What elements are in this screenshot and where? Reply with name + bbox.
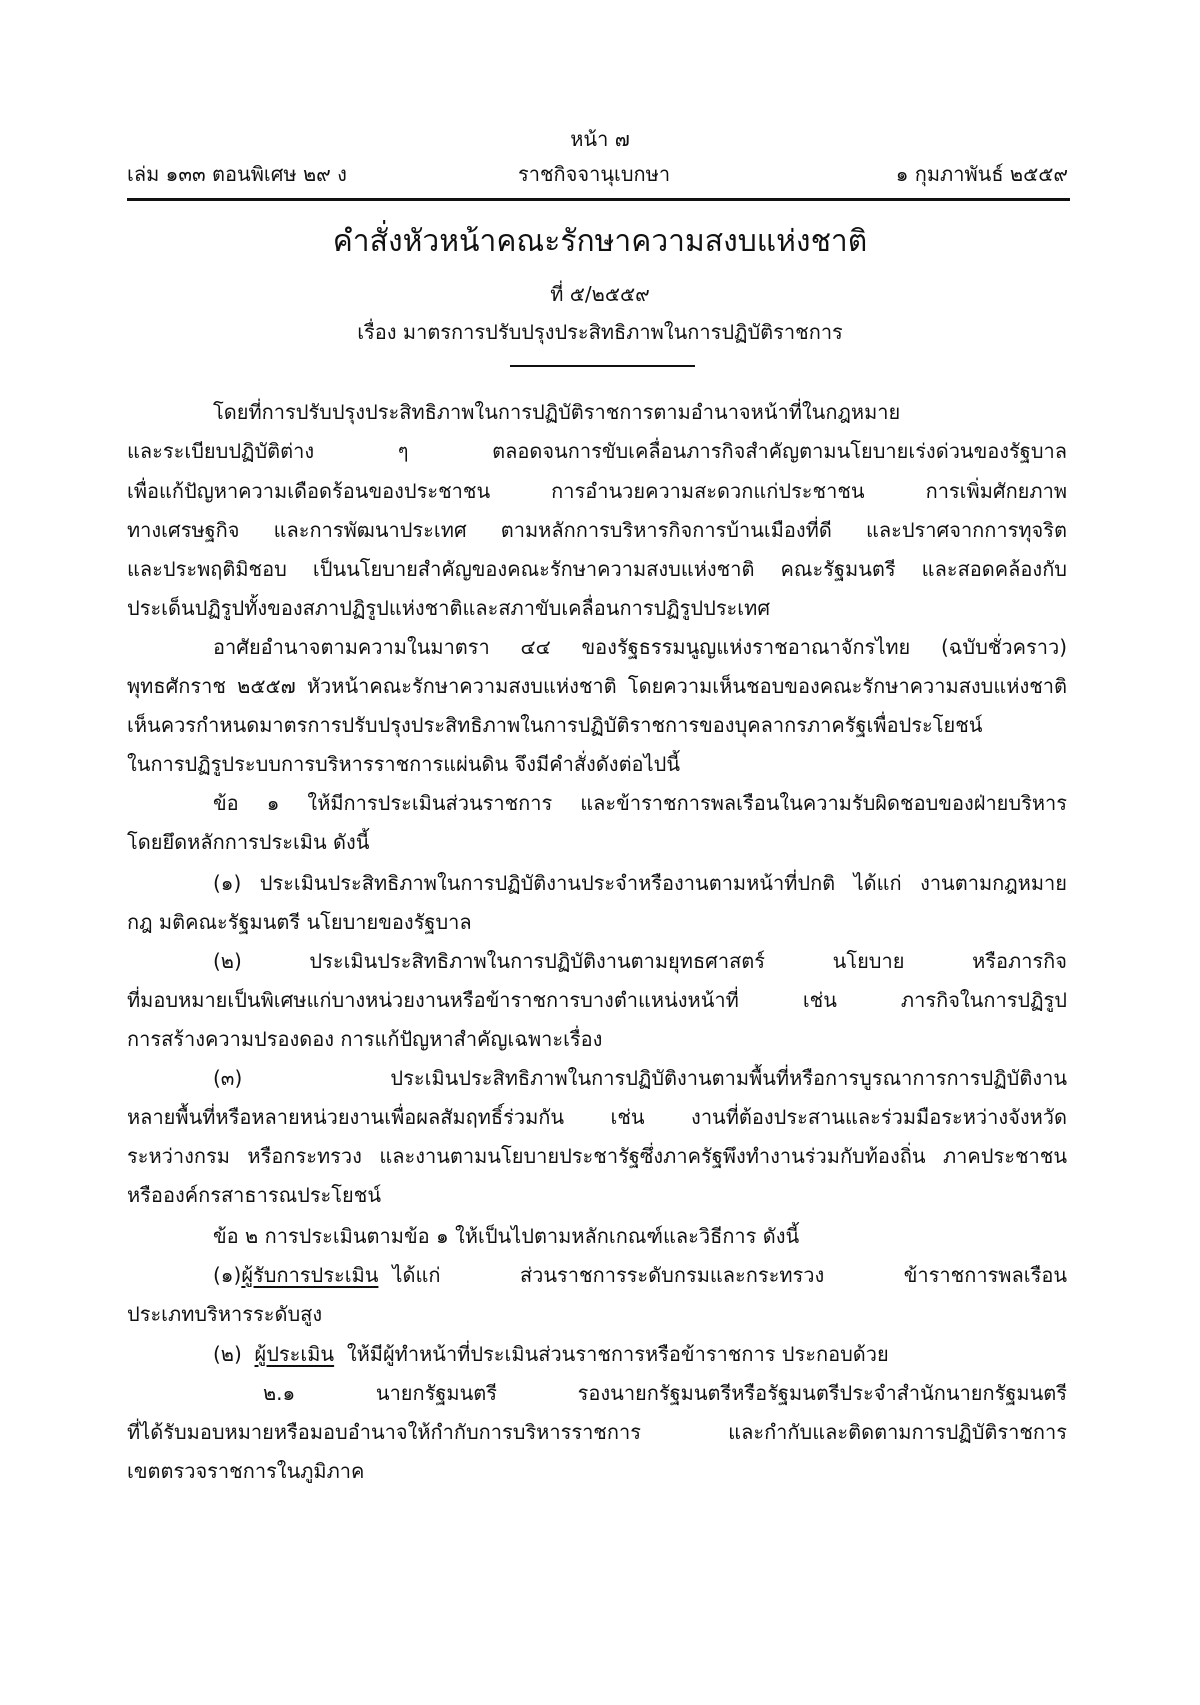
order-number: ที่ ๕/๒๕๕๙ bbox=[550, 282, 650, 306]
order-subject: เรื่อง มาตรการปรับปรุงประสิทธิภาพในการปฏิบัติราชการ bbox=[357, 320, 843, 344]
clause-1: ข้อ ๑ ให้มีการประเมินส่วนราชการ และข้าราชการพลเรือนในความรับผิดชอบของฝ่ายบริหาร bbox=[213, 791, 1067, 815]
body-line: ในการปฏิรูประบบการบริหารราชการแผ่นดิน จึงมีคำสั่งดังต่อไปนี้ bbox=[127, 752, 680, 776]
body-line: และประพฤติมิชอบ เป็นนโยบายสำคัญของคณะรักษาความสงบแห่งชาติ คณะรัฐมนตรี และสอดคล้องกับ bbox=[127, 557, 1067, 581]
document-title: คำสั่งหัวหน้าคณะรักษาความสงบแห่งชาติ bbox=[332, 224, 868, 259]
clause-1-item-3: (๓) ประเมินประสิทธิภาพในการปฏิบัติงานตามพื้นที่หรือการบูรณาการการปฏิบัติงาน bbox=[213, 1066, 1067, 1090]
title-divider bbox=[510, 365, 695, 367]
body-line: การสร้างความปรองดอง การแก้ปัญหาสำคัญเฉพาะเรื่อง bbox=[127, 1027, 603, 1051]
body-line: ให้มีผู้ทำหน้าที่ประเมินส่วนราชการหรือข้าราชการ ประกอบด้วย bbox=[346, 1342, 889, 1366]
body-line: เขตตรวจราชการในภูมิภาค bbox=[127, 1459, 365, 1483]
publication-date: ๑ กุมภาพันธ์ ๒๕๕๙ bbox=[895, 162, 1068, 186]
body-line: ทางเศรษฐกิจ และการพัฒนาประเทศ ตามหลักการบริหารกิจการบ้านเมืองที่ดี และปราศจากการทุจริต bbox=[127, 518, 1067, 542]
clause-2-item-1 bbox=[213, 1261, 1067, 1289]
body-line: ที่ได้รับมอบหมายหรือมอบอำนาจให้กำกับการบริหารราชการ และกำกับและติดตามการปฏิบัติราชการ bbox=[127, 1420, 1067, 1444]
body-line: ประเภทบริหารระดับสูง bbox=[127, 1302, 323, 1326]
evaluator-term: ผู้ประเมิน bbox=[254, 1342, 335, 1366]
page-number: หน้า ๗ bbox=[570, 127, 630, 151]
item-prefix: (๒) bbox=[213, 1342, 242, 1366]
body-line: โดยยึดหลักการประเมิน ดังนี้ bbox=[127, 830, 370, 854]
body-line: ระหว่างกรม หรือกระทรวง และงานตามนโยบายประชารัฐซึ่งภาครัฐพึงทำงานร่วมกับท้องถิ่น ภาคประชาชน bbox=[127, 1144, 1067, 1168]
body-line: พุทธศักราช ๒๕๕๗ หัวหน้าคณะรักษาความสงบแห่งชาติ โดยความเห็นชอบของคณะรักษาความสงบแห่งชาติ bbox=[127, 674, 1067, 698]
body-line: โดยที่การปรับปรุงประสิทธิภาพในการปฏิบัติราชการตามอำนาจหน้าที่ในกฎหมาย bbox=[213, 400, 901, 424]
clause-1-item-2: (๒) ประเมินประสิทธิภาพในการปฏิบัติงานตามยุทธศาสตร์ นโยบาย หรือภารกิจ bbox=[213, 949, 1067, 973]
publication-name: ราชกิจจานุเบกษา bbox=[518, 162, 671, 186]
clause-2: ข้อ ๒ การประเมินตามข้อ ๑ ให้เป็นไปตามหลักเกณฑ์และวิธีการ ดังนี้ bbox=[213, 1224, 800, 1248]
body-line: หรือองค์กรสาธารณประโยชน์ bbox=[127, 1183, 382, 1207]
clause-2-item-2 bbox=[213, 1340, 889, 1368]
volume-issue: เล่ม ๑๓๓ ตอนพิเศษ ๒๙ ง bbox=[127, 162, 347, 186]
body-line: ได้แก่ ส่วนราชการระดับกรมและกระทรวง ข้าราชการพลเรือน bbox=[392, 1263, 1067, 1287]
body-line: ประเด็นปฏิรูปทั้งของสภาปฏิรูปแห่งชาติและสภาขับเคลื่อนการปฏิรูปประเทศ bbox=[127, 596, 771, 620]
evaluatee-term: ผู้รับการประเมิน bbox=[241, 1263, 379, 1287]
clause-2-2-1: ๒.๑ นายกรัฐมนตรี รองนายกรัฐมนตรีหรือรัฐมนตรีประจำสำนักนายกรัฐมนตรี bbox=[263, 1381, 1067, 1405]
body-line: เพื่อแก้ปัญหาความเดือดร้อนของประชาชน การอำนวยความสะดวกแก่ประชาชน การเพิ่มศักยภาพ bbox=[127, 479, 1067, 503]
item-prefix: (๑) bbox=[213, 1263, 242, 1287]
clause-1-item-1: (๑) ประเมินประสิทธิภาพในการปฏิบัติงานประจำหรืองานตามหน้าที่ปกติ ได้แก่ งานตามกฎหมาย bbox=[213, 871, 1067, 895]
body-line: และระเบียบปฏิบัติต่าง ๆ ตลอดจนการขับเคลื่อนภารกิจสำคัญตามนโยบายเร่งด่วนของรัฐบาล bbox=[127, 439, 1067, 463]
body-line: เห็นควรกำหนดมาตรการปรับปรุงประสิทธิภาพในการปฏิบัติราชการของบุคลากรภาครัฐเพื่อประโยชน์ bbox=[127, 713, 983, 737]
body-line: อาศัยอำนาจตามความในมาตรา ๔๔ ของรัฐธรรมนูญแห่งราชอาณาจักรไทย (ฉบับชั่วคราว) bbox=[213, 635, 1067, 659]
body-line: ที่มอบหมายเป็นพิเศษแก่บางหน่วยงานหรือข้าราชการบางตำแหน่งหน้าที่ เช่น ภารกิจในการปฏิรูป bbox=[127, 988, 1067, 1012]
body-line: หลายพื้นที่หรือหลายหน่วยงานเพื่อผลสัมฤทธิ์ร่วมกัน เช่น งานที่ต้องประสานและร่วมมือระหว่างจังหวัด bbox=[127, 1105, 1067, 1129]
header-divider bbox=[127, 198, 1070, 201]
body-line: กฎ มติคณะรัฐมนตรี นโยบายของรัฐบาล bbox=[127, 910, 472, 934]
